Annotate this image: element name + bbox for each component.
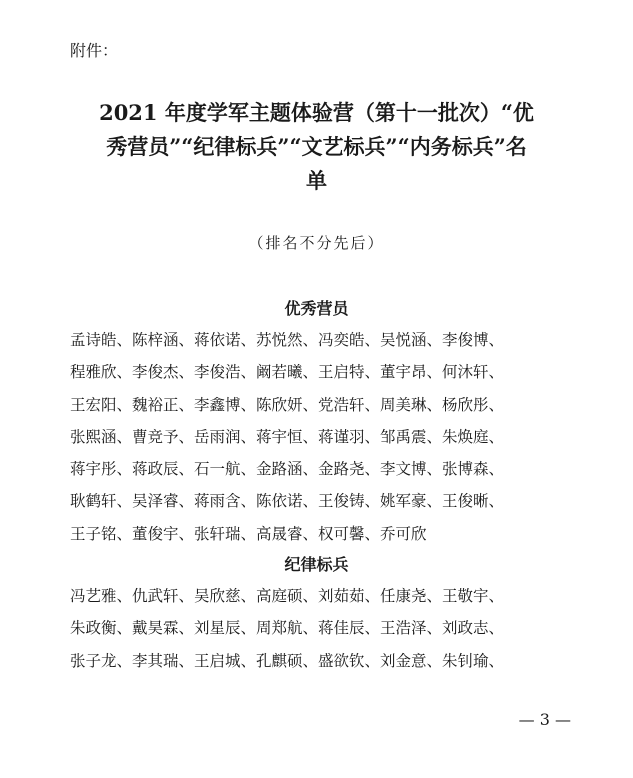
section-heading-excellent-campers: 优秀营员: [284, 299, 349, 318]
page-number: — 3 —: [518, 710, 571, 729]
discipline-models-list: [70, 580, 570, 677]
ordering-note: （排名不分先后）: [248, 234, 385, 252]
title-line: 2021 年度学军主题体验营（第十一批次）“优: [99, 100, 534, 125]
name-row: 孟诗皓、陈梓涵、蒋依诺、苏悦然、冯奕皓、吴悦涵、李俊博、: [70, 331, 505, 349]
section-heading-discipline-models: 纪律标兵: [284, 555, 349, 574]
title-line: 单: [306, 168, 327, 193]
name-row: 蒋宇彤、蒋政辰、石一航、金路涵、金路尧、李文博、张博森、: [70, 460, 505, 479]
name-row: 王子铭、董俊宇、张轩瑞、高晟睿、权可馨、乔可欣: [70, 524, 427, 543]
excellent-campers-list: [70, 324, 570, 550]
name-row: 耿鹤轩、吴泽睿、蒋雨含、陈依诺、王俊铸、姚军豪、王俊晰、: [70, 492, 505, 511]
name-row: 程雅欣、李俊杰、李俊浩、阚若曦、王启特、董宇昂、何沐轩、: [70, 363, 505, 382]
name-row: 朱政衡、戴昊霖、刘星辰、周郑航、蒋佳辰、王浩泽、刘政志、: [70, 619, 505, 638]
attachment-label: 附件：: [70, 41, 119, 60]
name-row: 冯艺雅、仇武轩、吴欣慈、高庭硕、刘茹茹、任康尧、王敬宇、: [70, 587, 505, 605]
title-line: 秀营员”“纪律标兵”“文艺标兵”“内务标兵”名: [106, 134, 527, 159]
name-row: 张子龙、李其瑞、王启城、孔麒硕、盛欲钦、刘金意、朱钊瑜、: [70, 651, 505, 670]
name-row: 张熙涵、曹竞予、岳雨润、蒋宇恒、蒋谨羽、邹禹震、朱焕庭、: [70, 427, 505, 446]
name-row: 王宏阳、魏裕正、李鑫博、陈欣妍、党浩轩、周美琳、杨欣彤、: [70, 395, 505, 414]
document-title: [40, 96, 593, 198]
